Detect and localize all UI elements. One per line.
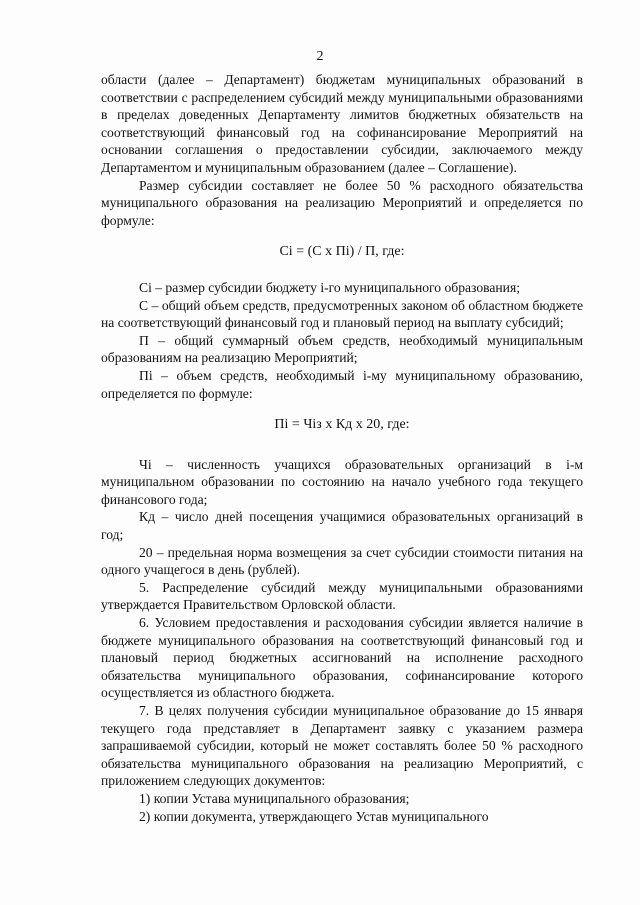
paragraph: 2) копии документа, утверждающего Устав муниципального [139, 808, 489, 824]
paragraph: 1) копии Устава муниципального образования; [139, 790, 410, 806]
formula: Сi = (С х Пi) / П, где: [279, 244, 405, 260]
paragraph: Сi – размер субсидии бюджету i-го муниципального образования; [139, 279, 520, 295]
paragraph: С – общий объем средств, предусмотренных законом об областном бюджете на соответствующий финансовый год и плановый период на выплату субсидий; [101, 297, 583, 331]
paragraph: 7. В целях получения субсидии муниципальное образование до 15 января текущего года представляет в Департамент заявку с указанием размера запрашиваемой субсидии, который не может составлять более 50 % расходного обязательства муниципального образования на реализацию Мероприятий, с приложением следующих документов: [101, 703, 583, 789]
paragraph: 20 – предельная норма возмещения за счет субсидии стоимости питания на одного учащегося в день (рублей). [101, 544, 583, 578]
paragraph: Чi – численность учащихся образовательных организаций в i-м муниципальном образовании по состоянию на начало учебного года текущего финансового года; [101, 456, 583, 507]
paragraph: П – общий суммарный объем средств, необходимый муниципальным образованиям на реализацию Мероприятий; [101, 332, 583, 366]
paragraph: 6. Условием предоставления и расходования субсидии является наличие в бюджете муниципального образования на соответствующий финансовый год и плановый период бюджетных ассигнований на исполнение расходного обязательства муниципального образования, софинансирование которого осуществляется из областного бюджета. [101, 615, 583, 701]
page-number: 2 [316, 49, 324, 64]
paragraph: Размер субсидии составляет не более 50 % расходного обязательства муниципального образования на реализацию Мероприятий и определяется по формуле: [101, 177, 583, 228]
document-body [101, 71, 583, 825]
paragraph: Кд – число дней посещения учащимися образовательных организаций в год; [101, 509, 583, 543]
paragraph: области (далее – Департамент) бюджетам муниципальных образований в соответствии с распределением субсидий между муниципальными образованиями в пределах доведенных Департаменту лимитов бюджетных обязательств на соответствующий финансовый год на софинансирование Мероприятий на основании соглашения о предоставлении субсидии, заключаемого между Департаментом и муниципальным образованием (далее – Соглашение). [101, 72, 583, 175]
paragraph: 5. Распределение субсидий между муниципальными образованиями утверждается Правительством Орловской области. [101, 579, 583, 613]
paragraph: Пi – объем средств, необходимый i-му муниципальному образованию, определяется по формуле: [101, 367, 583, 401]
formula: Пi = Чiз х Кд х 20, где: [274, 417, 410, 433]
